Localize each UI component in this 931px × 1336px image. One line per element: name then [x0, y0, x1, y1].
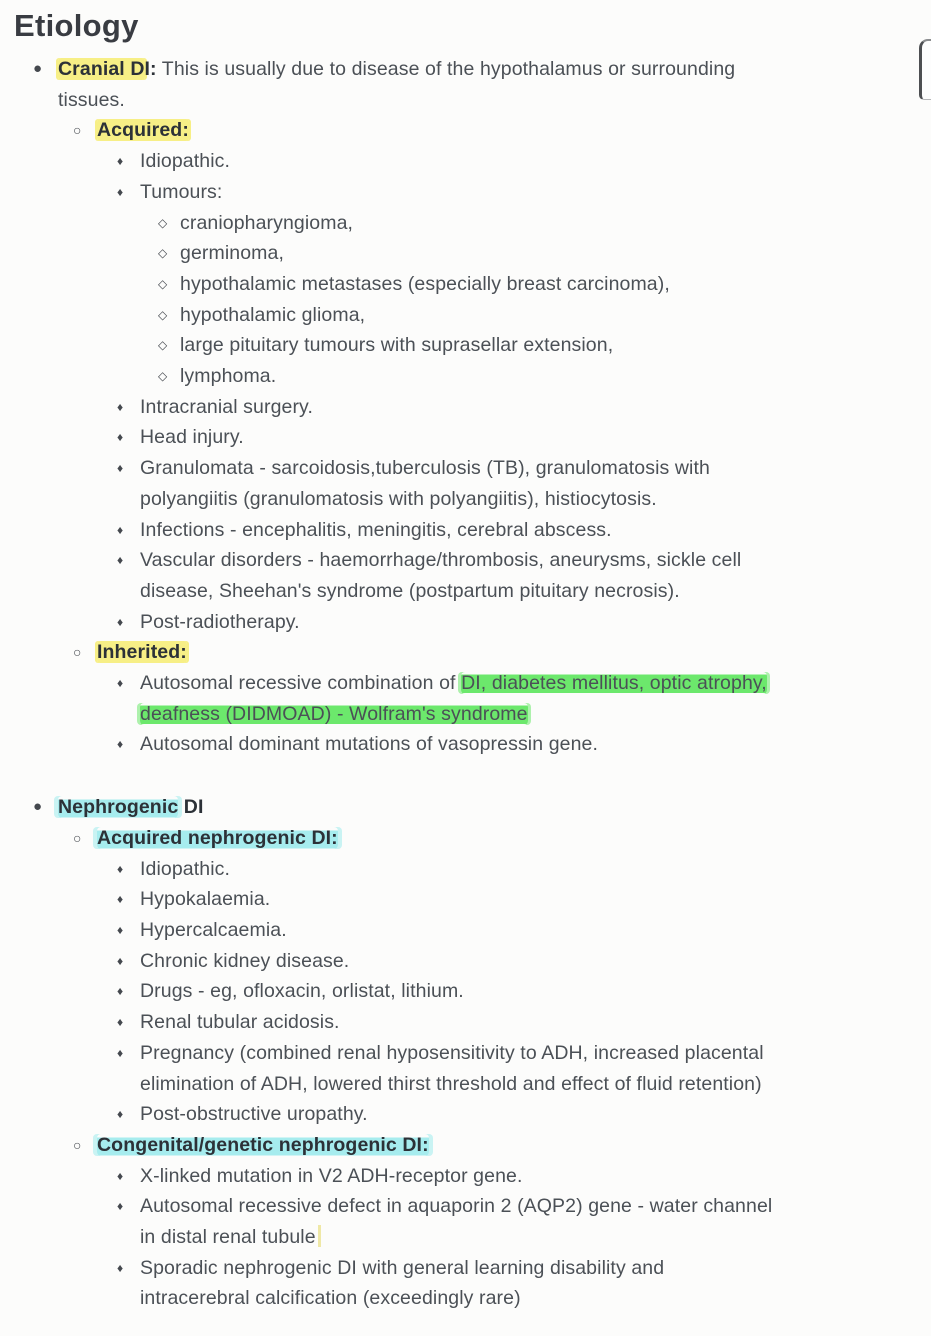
text-segment: X-linked mutation in V2 ADH-receptor gene. [140, 1164, 523, 1187]
list-item-line [140, 453, 931, 484]
list-item [0, 1161, 931, 1192]
list-item-line [140, 884, 931, 915]
list-item-line [180, 269, 931, 300]
bullet-diamond-icon: ♦ [117, 614, 124, 629]
text-segment: in distal renal tubule [140, 1226, 316, 1249]
list-item-line [140, 1007, 931, 1038]
bullet-diamond-icon: ♦ [117, 522, 124, 537]
bullet-diamond-icon: ♦ [117, 737, 124, 752]
list-item [0, 884, 931, 915]
list-item [0, 269, 931, 300]
list-item-line [140, 1038, 931, 1069]
bullet-open-diamond-icon: ◇ [158, 369, 168, 384]
list-item-line [180, 361, 931, 392]
list-item [0, 792, 931, 823]
list-item [0, 1038, 931, 1099]
bullet-diamond-icon: ♦ [117, 922, 124, 937]
bullet-diamond-icon: ♦ [117, 892, 124, 907]
list-item-line [140, 1161, 931, 1192]
list-item [0, 1130, 931, 1161]
text-segment: Drugs - eg, ofloxacin, orlistat, lithium. [140, 980, 464, 1003]
bullet-diamond-icon: ♦ [117, 184, 124, 199]
list-item [0, 115, 931, 146]
bullet-diamond-icon: ♦ [117, 861, 124, 876]
bullet-open-diamond-icon: ◇ [158, 246, 168, 261]
list-item [0, 300, 931, 331]
text-segment: I: [144, 58, 157, 80]
bullet-diamond-icon: ♦ [117, 553, 124, 568]
text-segment: Hypokalaemia. [140, 888, 271, 911]
list-item-line [140, 422, 931, 453]
list-item-line [180, 300, 931, 331]
bullet-open-diamond-icon: ◇ [158, 215, 168, 230]
list-item [0, 392, 931, 423]
bullet-diamond-icon: ♦ [117, 154, 124, 169]
text-segment: Post-radiotherapy. [140, 610, 300, 633]
bullet-diamond-icon: ♦ [117, 461, 124, 476]
list-item-line [140, 1191, 931, 1222]
list-item [0, 976, 931, 1007]
bullet-diamond-icon: ♦ [117, 984, 124, 999]
highlighted-text: Cranial D [58, 58, 145, 80]
list-item [0, 854, 931, 885]
list-item-line [140, 576, 931, 607]
list-item-line [140, 1253, 931, 1284]
bullet-diamond-icon: ♦ [117, 1260, 124, 1275]
list-item-line [140, 1283, 931, 1314]
highlighted-text: deafness (DIDMOAD) - Wolfram's syndrome [140, 702, 528, 725]
text-segment: Autosomal dominant mutations of vasopressin gene. [140, 733, 598, 756]
text-segment: Granulomata - sarcoidosis,tuberculosis (TB), granulomatosis with [140, 457, 710, 480]
etiology-outline-list [0, 54, 931, 1314]
list-item [0, 946, 931, 977]
list-item-line [140, 668, 931, 699]
bullet-disc-icon: ● [33, 798, 43, 816]
text-segment: Autosomal recessive defect in aquaporin 2 (AQP2) gene - water channel [140, 1195, 773, 1218]
text-segment: Vascular disorders - haemorrhage/thrombosis, aneurysms, sickle cell [140, 549, 742, 572]
list-item [0, 238, 931, 269]
list-item-line [58, 792, 931, 823]
list-item [0, 361, 931, 392]
list-item [0, 1253, 931, 1314]
bullet-diamond-icon: ♦ [117, 1168, 124, 1183]
text-segment: Idiopathic. [140, 857, 230, 880]
page-title: Etiology [14, 8, 139, 43]
bullet-diamond-icon: ♦ [117, 953, 124, 968]
text-segment: Sporadic nephrogenic DI with general learning disability and [140, 1256, 665, 1279]
bullet-diamond-icon: ♦ [117, 1199, 124, 1214]
highlighted-text: Acquired nephrogenic DI: [97, 826, 338, 849]
text-segment: DI [178, 796, 204, 819]
list-item-line [97, 823, 931, 854]
list-item-line [140, 1099, 931, 1130]
bullet-open-diamond-icon: ◇ [158, 276, 168, 291]
bullet-circle-icon: ○ [73, 1136, 82, 1153]
text-segment: Intracranial surgery. [140, 395, 313, 418]
list-item [0, 607, 931, 638]
text-segment: disease, Sheehan's syndrome (postpartum pituitary necrosis). [140, 579, 680, 602]
text-segment: Chronic kidney disease. [140, 949, 350, 972]
text-segment: large pituitary tumours with suprasellar extension, [180, 334, 614, 357]
list-item [0, 177, 931, 208]
list-item [0, 668, 931, 729]
text-segment: hypothalamic metastases (especially breast carcinoma), [180, 272, 670, 295]
list-item-line [140, 976, 931, 1007]
text-segment: Pregnancy (combined renal hyposensitivity to ADH, increased placental [140, 1041, 764, 1064]
text-segment: Post-obstructive uropathy. [140, 1103, 368, 1126]
bullet-diamond-icon: ♦ [117, 430, 124, 445]
text-segment: Tumours: [140, 180, 223, 203]
list-item [0, 637, 931, 668]
list-item [0, 823, 931, 854]
scrollbar-thumb[interactable] [919, 39, 931, 100]
bullet-disc-icon: ● [33, 60, 43, 77]
highlighted-text: Inherited: [97, 641, 187, 664]
list-item-line [180, 238, 931, 269]
highlighted-text: DI, diabetes mellitus, optic atrophy, [461, 672, 767, 695]
text-segment: Infections - encephalitis, meningitis, cerebral abscess. [140, 518, 612, 541]
list-item-line [58, 54, 931, 85]
highlighted-text: Acquired: [97, 119, 189, 142]
text-segment: Head injury. [140, 426, 244, 449]
bullet-circle-icon: ○ [73, 829, 82, 846]
text-segment: hypothalamic glioma, [180, 303, 366, 326]
highlighted-text: Nephrogenic [58, 796, 179, 819]
list-item-line [140, 484, 931, 515]
bullet-circle-icon: ○ [73, 644, 82, 661]
text-segment: Autosomal recessive combination of [140, 672, 462, 695]
bullet-open-diamond-icon: ◇ [158, 307, 168, 322]
list-item-line [140, 854, 931, 885]
list-item-line [58, 85, 931, 116]
section-spacer [0, 760, 931, 792]
list-item [0, 208, 931, 239]
bullet-diamond-icon: ♦ [117, 399, 124, 414]
list-item [0, 1007, 931, 1038]
text-segment: This is usually due to disease of the hypothalamus or surrounding [156, 58, 736, 80]
list-item-line [140, 515, 931, 546]
list-item-line [140, 392, 931, 423]
list-item [0, 422, 931, 453]
highlighted-text: Congenital/genetic nephrogenic DI: [97, 1133, 429, 1156]
list-item [0, 915, 931, 946]
list-item-line [97, 1130, 931, 1161]
bullet-diamond-icon: ♦ [117, 676, 124, 691]
list-item-line [140, 729, 931, 760]
list-item-line [140, 699, 931, 730]
bullet-circle-icon: ○ [73, 122, 82, 139]
list-item [0, 1099, 931, 1130]
list-item [0, 545, 931, 606]
list-item-line [140, 915, 931, 946]
text-segment: germinoma, [180, 242, 284, 265]
list-item-line [140, 177, 931, 208]
list-item-line [97, 115, 931, 146]
list-item [0, 1191, 931, 1252]
list-item-line [180, 330, 931, 361]
bullet-diamond-icon: ♦ [117, 1015, 124, 1030]
bullet-diamond-icon: ♦ [117, 1045, 124, 1060]
text-segment: Hypercalcaemia. [140, 918, 287, 941]
list-item-line [140, 146, 931, 177]
list-item [0, 729, 931, 760]
text-segment: Renal tubular acidosis. [140, 1011, 340, 1034]
list-item-line [97, 637, 931, 668]
list-item-line [180, 208, 931, 239]
text-segment: craniopharyngioma, [180, 211, 354, 234]
text-segment: lymphoma. [180, 365, 277, 388]
bullet-open-diamond-icon: ◇ [158, 338, 168, 353]
list-item [0, 54, 931, 115]
list-item [0, 515, 931, 546]
text-segment: tissues. [58, 88, 125, 111]
list-item [0, 330, 931, 361]
list-item [0, 453, 931, 514]
list-item-line [140, 1069, 931, 1100]
text-segment: intracerebral calcification (exceedingly rare) [140, 1287, 521, 1310]
list-item-line [140, 1222, 931, 1253]
list-item-line [140, 607, 931, 638]
text-cursor [318, 1225, 321, 1247]
text-segment: polyangiitis (granulomatosis with polyangiitis), histiocytosis. [140, 487, 657, 510]
list-item-line [140, 545, 931, 576]
list-item-line [140, 946, 931, 977]
bullet-diamond-icon: ♦ [117, 1107, 124, 1122]
text-segment: Idiopathic. [140, 150, 230, 173]
list-item [0, 146, 931, 177]
text-segment: elimination of ADH, lowered thirst threshold and effect of fluid retention) [140, 1072, 762, 1095]
